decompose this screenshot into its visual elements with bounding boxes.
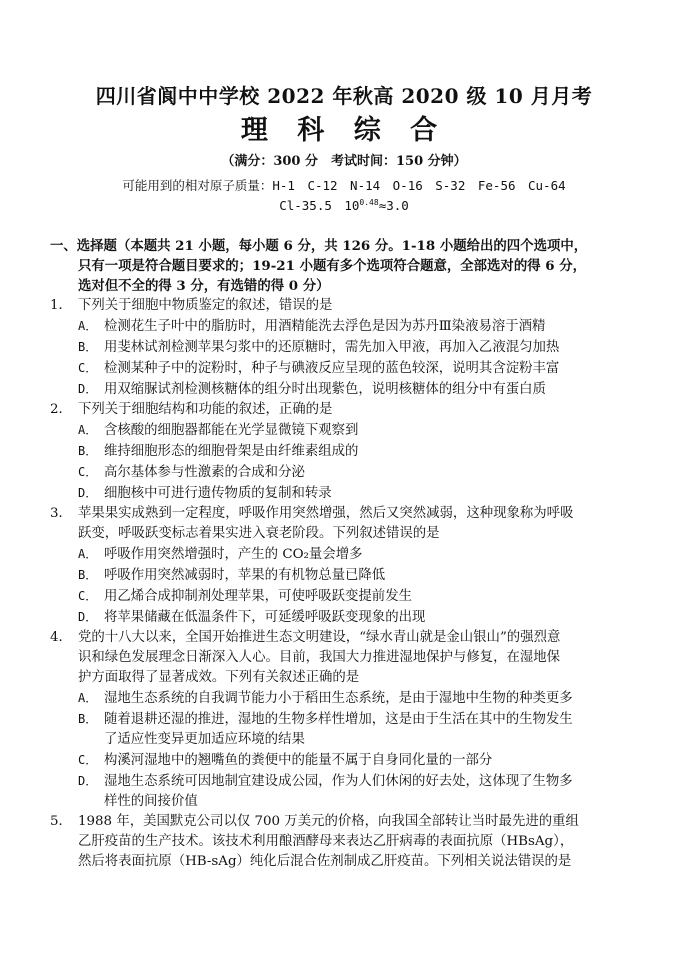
question-item bbox=[50, 812, 618, 872]
question-number: 4． bbox=[50, 630, 72, 645]
question-stem-line: 跃变，呼吸跃变标志着果实进入衰老阶段。下列叙述错误的是 bbox=[78, 526, 440, 541]
question-stem bbox=[78, 504, 618, 544]
option-letter: D． bbox=[78, 610, 98, 624]
option-letter: B． bbox=[78, 340, 98, 354]
option-letter: B． bbox=[78, 444, 98, 458]
exam-content bbox=[50, 236, 618, 872]
option-text: 含核酸的细胞器都能在光学显微镜下观察到 bbox=[104, 423, 359, 438]
option-line bbox=[78, 688, 618, 709]
question-stem-line: 党的十八大以来，全国开始推进生态文明建设，“绿水青山就是金山银山”的强烈意 bbox=[78, 630, 561, 645]
question-stem bbox=[78, 628, 618, 688]
question-item bbox=[50, 296, 618, 400]
option-text: 构溪河湿地中的翘嘴鱼的粪便中的能量不属于自身同化量的一部分 bbox=[104, 753, 493, 768]
answer-option bbox=[78, 565, 618, 586]
question-item bbox=[50, 628, 618, 812]
question-stem-line: 识和绿色发展理念日渐深入人心。目前，我国大力推进湿地保护与修复，在湿地保 bbox=[78, 650, 561, 665]
answer-option bbox=[78, 586, 618, 607]
option-line bbox=[78, 709, 618, 730]
question-stem-row bbox=[50, 628, 618, 688]
answer-option bbox=[78, 750, 618, 771]
atomic-masses-line1: 可能用到的相对原子质量：H-1 C-12 N-14 O-16 S-32 Fe-56 Cu-64 bbox=[122, 178, 566, 193]
option-text: 呼吸作用突然减弱时，苹果的有机物总量已降低 bbox=[104, 568, 386, 583]
atomic-masses-line2-b: ≈3.0 bbox=[378, 198, 409, 213]
atomic-masses-line2 bbox=[0, 196, 688, 214]
question-stem-row bbox=[50, 400, 618, 420]
option-text: 用乙烯合成抑制剂处理苹果，可使呼吸跃变提前发生 bbox=[104, 589, 412, 604]
answer-option bbox=[78, 709, 618, 750]
option-line bbox=[78, 379, 618, 400]
option-letter: C． bbox=[78, 361, 98, 375]
answer-option bbox=[78, 462, 618, 483]
option-line bbox=[78, 337, 618, 358]
question-item bbox=[50, 400, 618, 504]
option-line bbox=[78, 544, 618, 565]
option-text: 将苹果储藏在低温条件下，可延缓呼吸跃变现象的出现 bbox=[104, 610, 426, 625]
option-line bbox=[78, 607, 618, 628]
option-line bbox=[78, 771, 618, 792]
exam-title: 四川省阆中中学校 2022 年秋高 2020 级 10 月月考 bbox=[95, 84, 593, 108]
option-text: 维持细胞形态的细胞骨架是由纤维素组成的 bbox=[104, 444, 359, 459]
question-stem-line: 下列关于细胞中物质鉴定的叙述，错误的是 bbox=[78, 298, 333, 313]
option-letter: D． bbox=[78, 382, 98, 396]
answer-option bbox=[78, 420, 618, 441]
section-line-1: 一、选择题（本题共 21 小题，每小题 6 分，共 126 分。1-18 小题给出的四个选项中， bbox=[50, 238, 588, 254]
question-number: 5． bbox=[50, 814, 72, 829]
question-stem-line: 1988 年，美国默克公司以仅 700 万美元的价格，向我国全部转让当时最先进的重组 bbox=[78, 814, 579, 829]
answer-option bbox=[78, 544, 618, 565]
option-line bbox=[78, 483, 618, 504]
section-line-3: 选对但不全的得 3 分，有选错的得 0 分） bbox=[78, 278, 330, 294]
subject-title: 理 科 综 合 bbox=[240, 115, 448, 146]
question-list bbox=[50, 296, 618, 872]
option-letter: D． bbox=[78, 774, 98, 788]
option-letter: C． bbox=[78, 753, 98, 767]
exam-meta: （满分：300 分 考试时间：150 分钟） bbox=[221, 154, 467, 169]
option-text: 细胞核中可进行遗传物质的复制和转录 bbox=[104, 486, 332, 501]
atomic-masses-exponent: 0.48 bbox=[359, 197, 379, 207]
option-line bbox=[78, 565, 618, 586]
question-stem-row bbox=[50, 296, 618, 316]
question-stem-line: 然后将表面抗原（HB-sAg）纯化后混合佐剂制成乙肝疫苗。下列相关说法错误的是 bbox=[78, 854, 572, 869]
option-letter: A． bbox=[78, 691, 98, 705]
option-continuation: 了适应性变异更加适应环境的结果 bbox=[104, 732, 305, 747]
option-letter: A． bbox=[78, 547, 98, 561]
option-line bbox=[78, 358, 618, 379]
option-line bbox=[78, 316, 618, 337]
answer-option bbox=[78, 337, 618, 358]
option-text: 检测花生子叶中的脂肪时，用酒精能洗去浮色是因为苏丹Ⅲ染液易溶于酒精 bbox=[104, 319, 546, 334]
section-heading bbox=[50, 236, 618, 296]
option-line bbox=[78, 420, 618, 441]
question-stem bbox=[78, 296, 618, 316]
question-stem-line: 苹果果实成熟到一定程度，呼吸作用突然增强，然后又突然减弱，这种现象称为呼吸 bbox=[78, 506, 574, 521]
answer-option bbox=[78, 316, 618, 337]
question-stem-row bbox=[50, 812, 618, 872]
answer-option bbox=[78, 441, 618, 462]
option-text: 湿地生态系统可因地制宜建设成公园，作为人们休闲的好去处，这体现了生物多 bbox=[104, 774, 573, 789]
option-line bbox=[78, 750, 618, 771]
question-number: 2． bbox=[50, 402, 72, 417]
answer-option bbox=[78, 379, 618, 400]
question-stem-line: 护方面取得了显著成效。下列有关叙述正确的是 bbox=[78, 670, 360, 685]
answer-option bbox=[78, 358, 618, 379]
option-line bbox=[78, 462, 618, 483]
option-letter: C． bbox=[78, 589, 98, 603]
option-text: 用双缩脲试剂检测核糖体的组分时出现紫色，说明核糖体的组分中有蛋白质 bbox=[104, 382, 546, 397]
option-text: 高尔基体参与性激素的合成和分泌 bbox=[104, 465, 305, 480]
question-stem-line: 乙肝疫苗的生产技术。该技术利用酿酒酵母来表达乙肝病毒的表面抗原（HBsAg）， bbox=[78, 834, 574, 849]
answer-option bbox=[78, 607, 618, 628]
option-letter: B． bbox=[78, 712, 98, 726]
atomic-masses-line2-a: Cl-35.5 10 bbox=[279, 198, 360, 213]
option-letter: C． bbox=[78, 465, 98, 479]
question-number: 1． bbox=[50, 298, 72, 313]
option-text: 用斐林试剂检测苹果匀浆中的还原糖时，需先加入甲液，再加入乙液混匀加热 bbox=[104, 340, 560, 355]
question-item bbox=[50, 504, 618, 628]
question-stem-line: 下列关于细胞结构和功能的叙述，正确的是 bbox=[78, 402, 333, 417]
option-text: 湿地生态系统的自我调节能力小于稻田生态系统，是由于湿地中生物的种类更多 bbox=[104, 691, 573, 706]
section-line-2: 只有一项是符合题目要求的；19-21 小题有多个选项符合题意，全部选对的得 6 分， bbox=[78, 258, 587, 274]
answer-option bbox=[78, 483, 618, 504]
option-line bbox=[78, 586, 618, 607]
option-letter: D． bbox=[78, 486, 98, 500]
question-stem-row bbox=[50, 504, 618, 544]
option-text: 随着退耕还湿的推进，湿地的生物多样性增加，这是由于生活在其中的生物发生 bbox=[104, 712, 573, 727]
option-letter: A． bbox=[78, 319, 98, 333]
question-number: 3． bbox=[50, 506, 72, 521]
answer-option bbox=[78, 688, 618, 709]
option-text: 检测某种子中的淀粉时，种子与碘液反应呈现的蓝色较深，说明其含淀粉丰富 bbox=[104, 361, 560, 376]
option-letter: B． bbox=[78, 568, 98, 582]
question-stem bbox=[78, 812, 618, 872]
option-line bbox=[78, 441, 618, 462]
option-letter: A． bbox=[78, 423, 98, 437]
option-continuation: 样性的间接价值 bbox=[104, 794, 198, 809]
answer-option bbox=[78, 771, 618, 812]
question-stem bbox=[78, 400, 618, 420]
option-text: 呼吸作用突然增强时，产生的 CO₂量会增多 bbox=[104, 547, 363, 562]
